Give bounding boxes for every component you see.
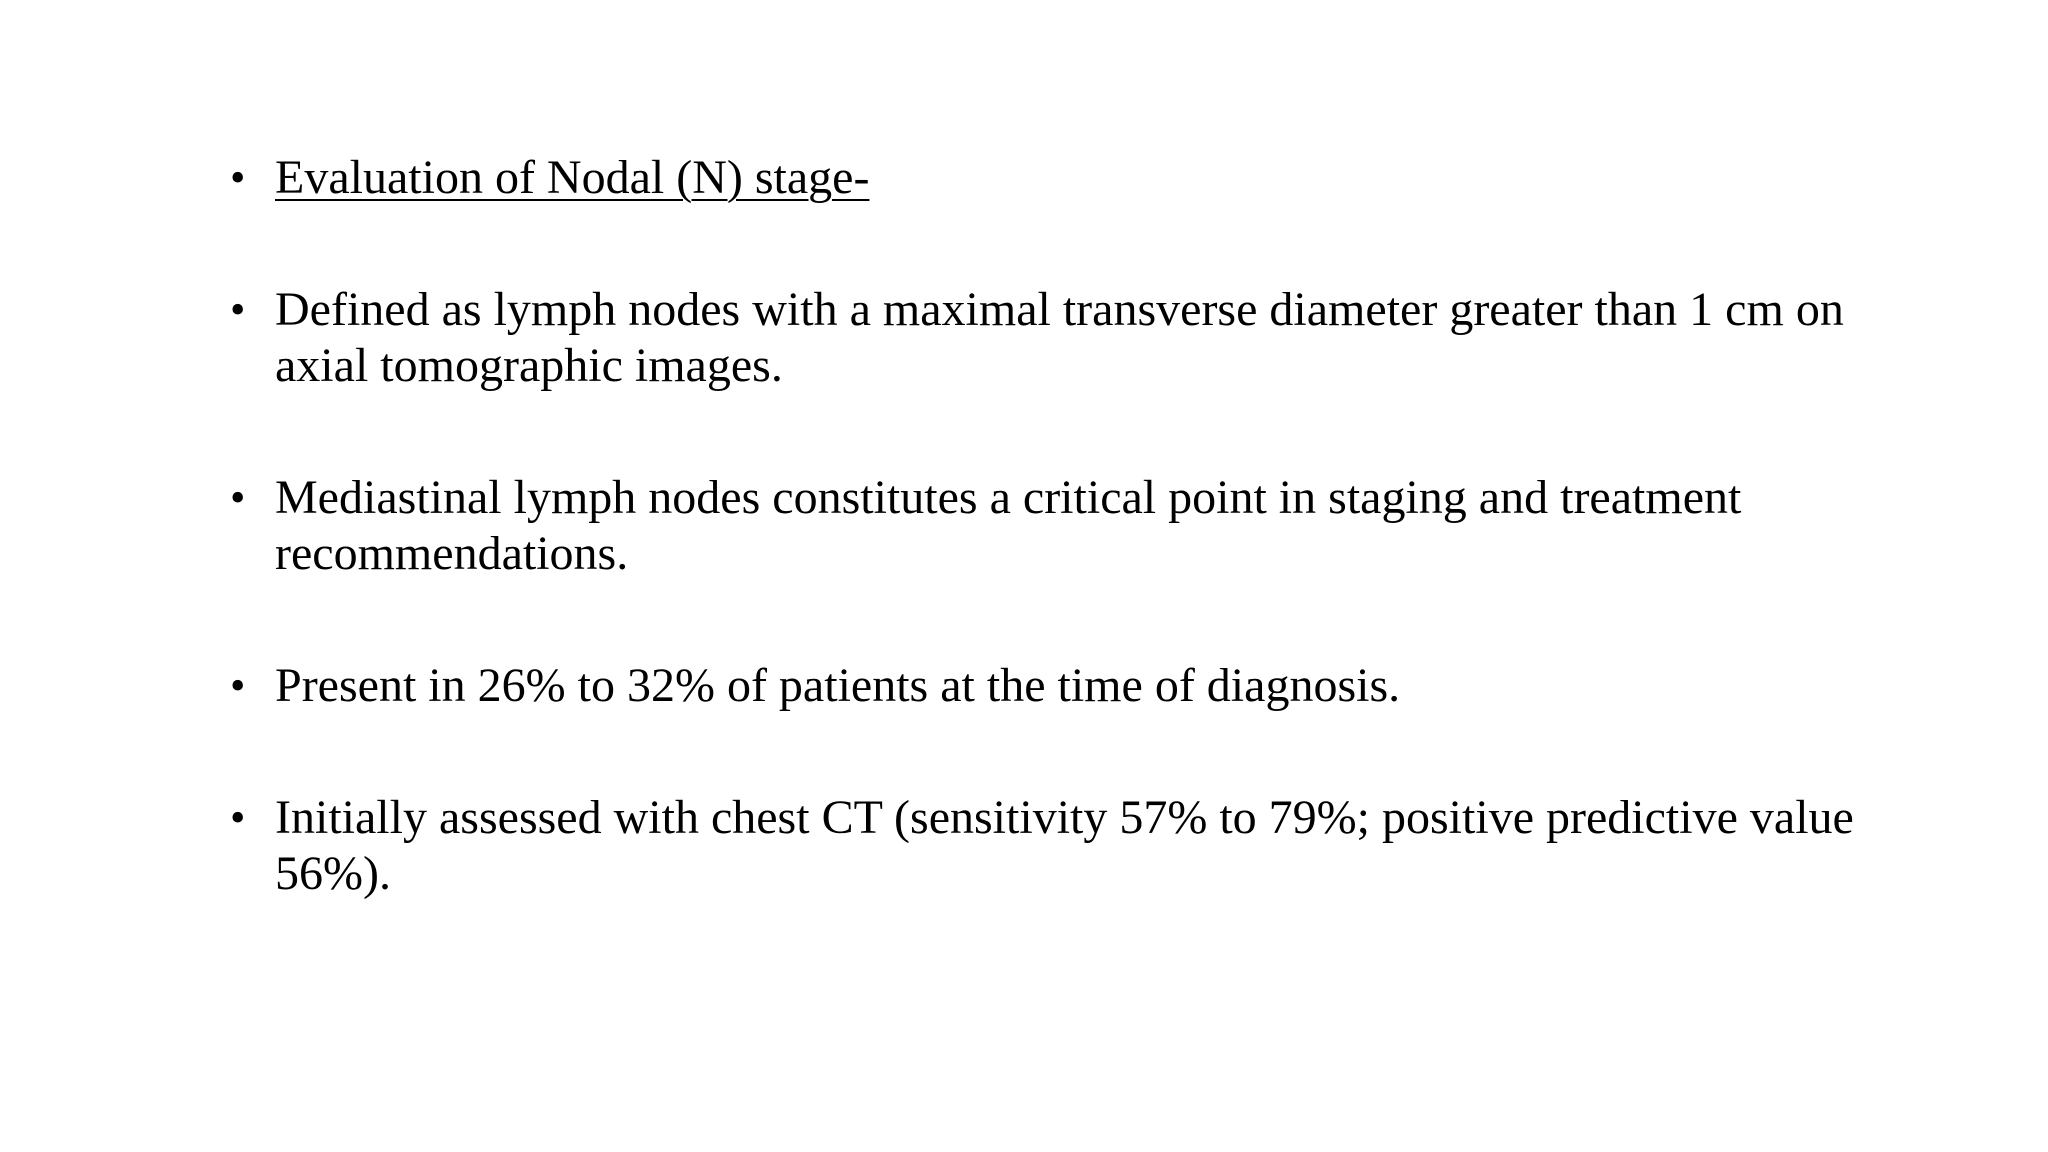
bullet-text: Present in 26% to 32% of patients at the time of diagnosis. (275, 659, 1401, 712)
bullet-item-mediastinal (230, 470, 1930, 582)
bullet-text: Mediastinal lymph nodes constitutes a critical point in staging and treatment recommendations. (275, 471, 1742, 580)
bullet-item-prevalence (230, 658, 1930, 714)
bullet-text: Defined as lymph nodes with a maximal transverse diameter greater than 1 cm on axial tomographic images. (275, 283, 1844, 392)
heading-text: Evaluation of Nodal (N) stage- (275, 151, 870, 204)
bullet-item-chest-ct (230, 790, 1930, 902)
bullet-dot: • (230, 661, 246, 710)
bullet-dot: • (230, 793, 246, 842)
bullet-item-nodal-stage-heading (230, 150, 1930, 206)
bullet-dot: • (230, 285, 246, 334)
bullet-list (230, 150, 1930, 902)
bullet-item-definition (230, 282, 1930, 394)
bullet-dot: • (230, 153, 246, 202)
bullet-text: Initially assessed with chest CT (sensitivity 57% to 79%; positive predictive value 56%). (275, 791, 1854, 900)
bullet-dot: • (230, 473, 246, 522)
